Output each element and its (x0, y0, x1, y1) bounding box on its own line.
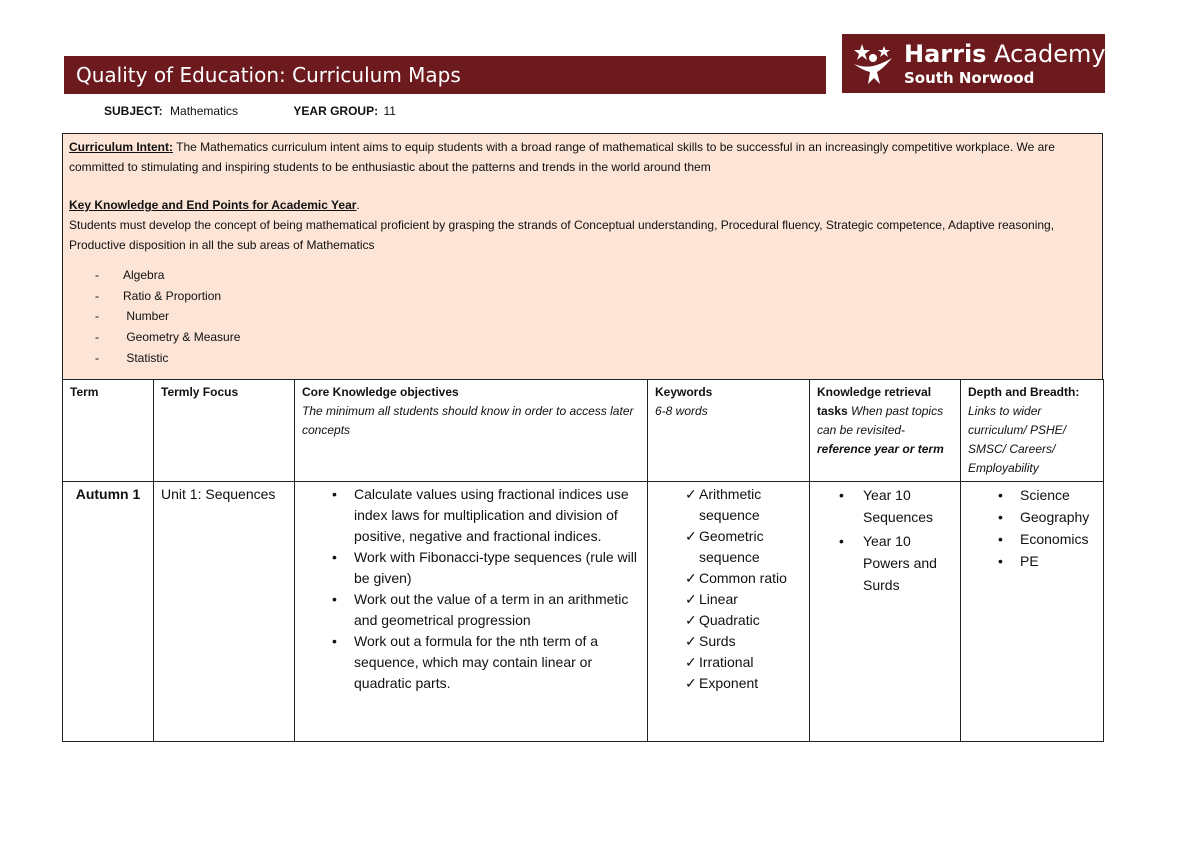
list-item: - Ratio & Proportion (95, 288, 222, 303)
retrieval-cell (810, 482, 961, 742)
page-title: Quality of Education: Curriculum Maps (64, 56, 826, 94)
list-item: • Work out a formula for the nth term of a sequence, which may contain linear or quadratic parts. (302, 631, 640, 694)
list-item: • Year 10 Powers and Surds (817, 530, 953, 596)
curriculum-intent-text: The Mathematics curriculum intent aims to equip students with a broad range of mathematical skills to be successful in an increasingly competitive workplace. We are committed to stimulating and inspiring students to be enthusiastic about the patterns and trends in the world around them (69, 140, 1055, 174)
star-figure-icon (850, 42, 896, 86)
header-core: Core Knowledge objectives The minimum all students should know in order to access later concepts (295, 380, 648, 482)
curriculum-intent (62, 133, 1103, 193)
logo-name: Harris Academy (904, 40, 1106, 68)
subject-label: SUBJECT: (104, 104, 163, 118)
keywords-cell (648, 482, 810, 742)
list-item: ✓ Irrational (655, 652, 802, 673)
subject-row (104, 104, 396, 118)
list-item: ✓ Exponent (655, 673, 802, 694)
list-item: • Year 10 Sequences (817, 484, 953, 528)
year-group-value: 11 (383, 104, 396, 118)
logo-subtitle: South Norwood (904, 69, 1035, 87)
depth-cell (961, 482, 1104, 742)
list-item: ✓ Quadratic (655, 610, 802, 631)
strand-list (69, 265, 1096, 369)
key-knowledge-heading: Key Knowledge and End Points for Academic Year (69, 198, 357, 212)
list-item: • Work out the value of a term in an arithmetic and geometrical progression (302, 589, 640, 631)
check-icon: ✓ (685, 591, 697, 607)
header-focus: Termly Focus (154, 380, 295, 482)
check-icon: ✓ (685, 570, 697, 586)
list-item: • Geography (968, 506, 1096, 528)
curriculum-table (62, 379, 1104, 742)
subject-value: Mathematics (170, 104, 239, 118)
check-icon: ✓ (685, 654, 697, 670)
list-item: • Work with Fibonacci-type sequences (rule will be given) (302, 547, 640, 589)
term-cell: Autumn 1 (63, 482, 154, 742)
list-item: - Geometry & Measure (95, 330, 241, 345)
list-item: - Number (95, 309, 170, 324)
list-item: • Science (968, 484, 1096, 506)
header-keywords: Keywords 6-8 words (648, 380, 810, 482)
check-icon: ✓ (685, 528, 697, 544)
header-depth: Depth and Breadth: Links to wider curriculum/ PSHE/ SMSC/ Careers/ Employability (961, 380, 1104, 482)
list-item: • Calculate values using fractional indices use index laws for multiplication and division of positive, negative and fractional indices. (302, 484, 640, 547)
curriculum-intent-heading: Curriculum Intent: (69, 140, 173, 154)
header-term: Term (63, 380, 154, 482)
list-item: ✓ Linear (655, 589, 802, 610)
list-item: ✓ Geometric sequence (685, 528, 764, 565)
list-item: ✓ Arithmetic sequence (685, 486, 762, 523)
core-cell (295, 482, 648, 742)
focus-cell: Unit 1: Sequences (154, 482, 295, 742)
list-item: ✓ Common ratio (655, 568, 802, 589)
year-group-label: YEAR GROUP: (293, 104, 379, 118)
table-header-row (63, 380, 1104, 482)
table-row (63, 482, 1104, 742)
key-knowledge-text: Students must develop the concept of being mathematical proficient by grasping the strands of Conceptual understanding, Procedural fluency, Strategic competence, Adaptive reasoning, Productive disposition in all the sub areas of Mathematics (69, 218, 1055, 252)
list-item: • PE (968, 550, 1096, 572)
list-item: - Algebra (95, 268, 165, 282)
check-icon: ✓ (685, 633, 697, 649)
check-icon: ✓ (685, 675, 697, 691)
list-item: - Statistic (95, 350, 169, 365)
list-item: ✓ Surds (655, 631, 802, 652)
school-logo (842, 34, 1105, 93)
check-icon: ✓ (685, 486, 697, 502)
list-item: • Economics (968, 528, 1096, 550)
check-icon: ✓ (685, 612, 697, 628)
header-retrieval: Knowledge retrieval tasks When past topics can be revisited- reference year or term (810, 380, 961, 482)
key-knowledge: Key Knowledge and End Points for Academic Year. Students must develop the concept of being mathematical proficient by grasping the strands of Conceptual understanding, Procedural fluency, Strategic competence, Adaptive reasoning, Productive disposition in all the sub areas of Mathematics - Algebra - Ratio & Proportion - Number - Geometry & Measure - Statistic (62, 192, 1103, 380)
